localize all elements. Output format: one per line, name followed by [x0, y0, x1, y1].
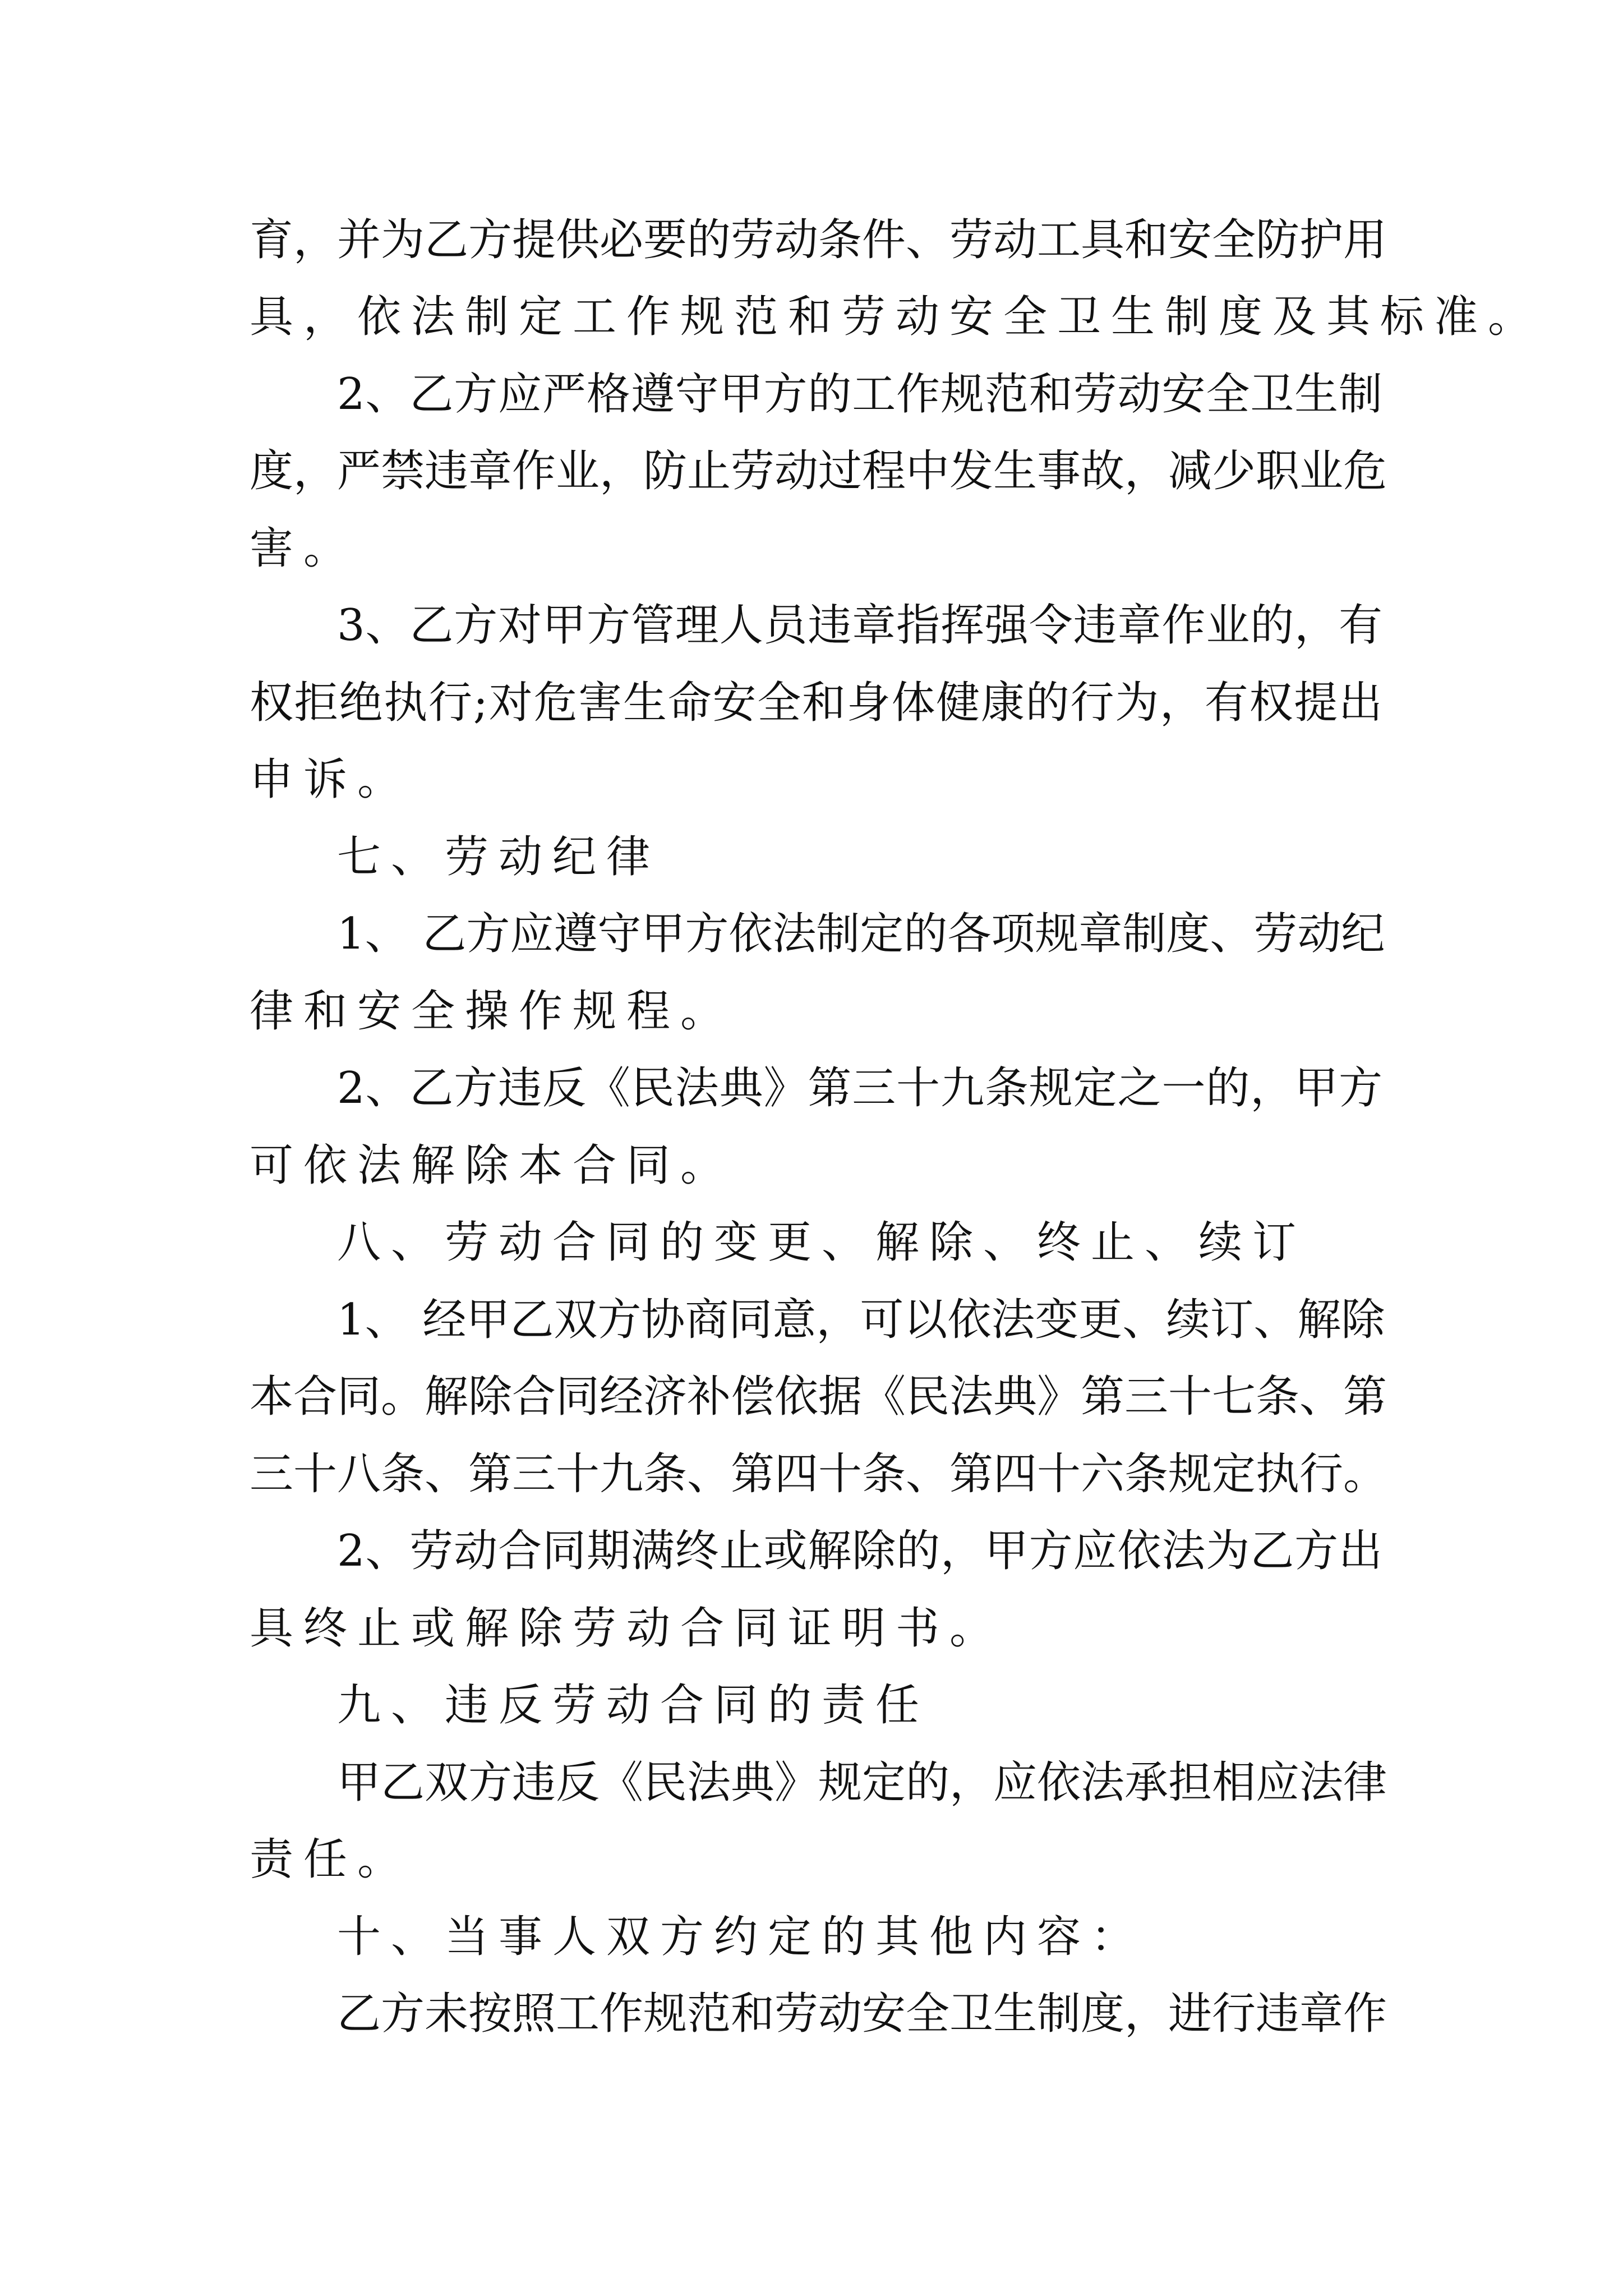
- section-heading: 十、当事人双方约定的其他内容：: [337, 1912, 1145, 1962]
- paragraph-line: 2、乙方应严格遵守甲方的工作规范和劳动安全卫生制: [337, 369, 1382, 420]
- section-heading: 九、违反劳动合同的责任: [337, 1680, 930, 1731]
- paragraph-line: 三十八条、第三十九条、第四十条、第四十六条规定执行。: [250, 1449, 1387, 1499]
- paragraph-line: 责任。: [250, 1834, 412, 1885]
- paragraph-line: 具终止或解除劳动合同证明书。: [250, 1603, 1004, 1654]
- paragraph-line: 3、乙方对甲方管理人员违章指挥强令违章作业的，有: [337, 600, 1382, 651]
- paragraph-line: 育，并为乙方提供必要的劳动条件、劳动工具和安全防护用: [250, 215, 1387, 265]
- paragraph-line: 度，严禁违章作业，防止劳动过程中发生事故，减少职业危: [250, 446, 1387, 496]
- paragraph-line: 1、 乙方应遵守甲方依法制定的各项规章制度、劳动纪: [337, 909, 1385, 959]
- paragraph-line: 具，依法制定工作规范和劳动安全卫生制度及其标准。: [250, 292, 1542, 342]
- paragraph-line: 甲乙双方违反《民法典》规定的，应依法承担相应法律: [337, 1757, 1387, 1808]
- paragraph-line: 权拒绝执行;对危害生命安全和身体健康的行为，有权提出: [250, 678, 1382, 728]
- paragraph-line: 可依法解除本合同。: [250, 1140, 735, 1191]
- paragraph-line: 本合同。解除合同经济补偿依据《民法典》第三十七条、第: [250, 1372, 1387, 1422]
- paragraph-line: 2、乙方违反《民法典》第三十九条规定之一的，甲方: [337, 1063, 1382, 1114]
- paragraph-line: 害。: [250, 523, 358, 574]
- paragraph-line: 申诉。: [250, 754, 412, 805]
- paragraph-line: 2、劳动合同期满终止或解除的，甲方应依法为乙方出: [337, 1526, 1382, 1576]
- paragraph-line: 1、 经甲乙双方协商同意，可以依法变更、续订、解除: [337, 1295, 1385, 1345]
- section-heading: 八、劳动合同的变更、解除、终止、续订: [337, 1217, 1307, 1268]
- paragraph-line: 乙方未按照工作规范和劳动安全卫生制度，进行违章作: [337, 1989, 1387, 2039]
- section-heading: 七、劳动纪律: [337, 832, 661, 882]
- paragraph-line: 律和安全操作规程。: [250, 986, 735, 1037]
